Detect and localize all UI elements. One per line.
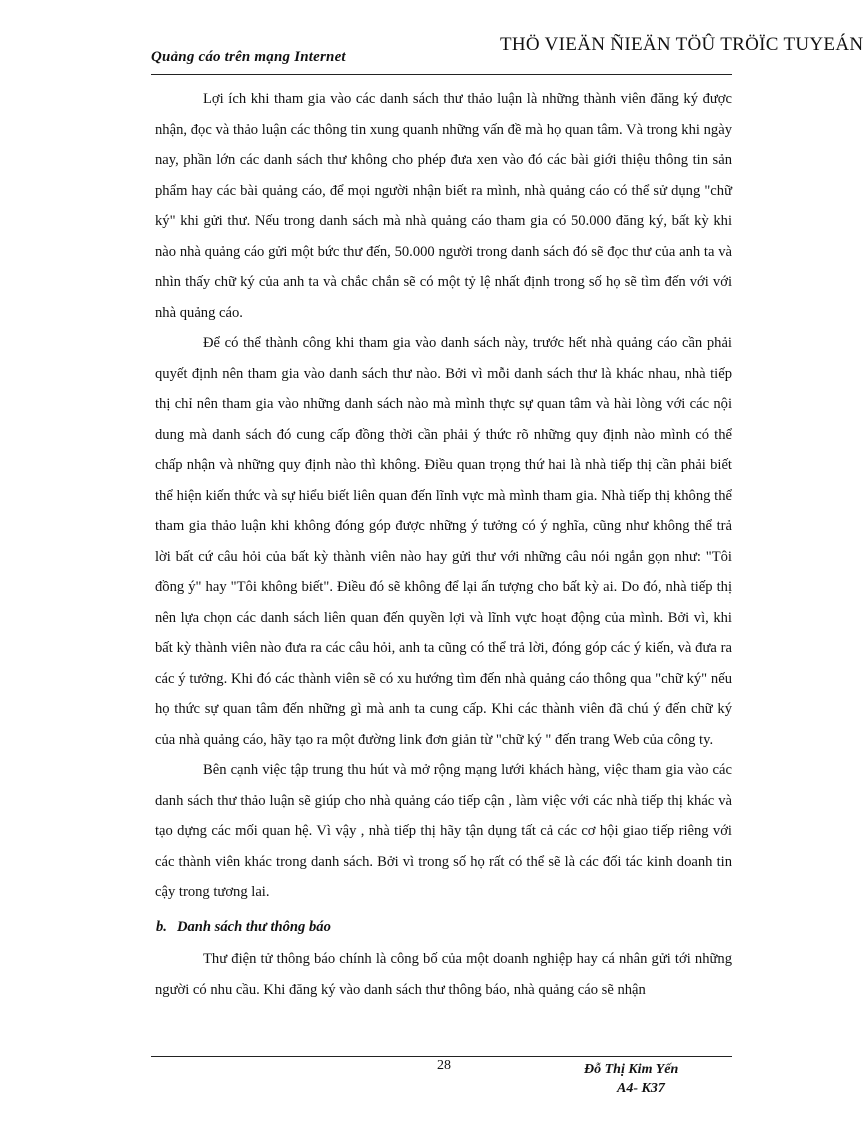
header-divider [151,74,732,75]
header-library-title: THÖ VIEÄN ÑIEÄN TÖÛ TRÖÏC TUYEÁN [500,34,863,55]
author-class: A4- K37 [617,1081,665,1096]
body-paragraph-2: Để có thể thành công khi tham gia vào danh sách này, trước hết nhà quảng cáo cần phải quyết định nên tham gia vào danh sách thư nào. Bởi vì mỗi danh sách thư là khác nhau, nhà tiếp thị chỉ nên tham gia vào những danh sách nào mà mình thực sự quan tâm và hài lòng với các nội dung mà danh sách đó cung cấp đồng thời cần phải ý thức rõ những quy định nào mình có thể chấp nhận và những quy định nào thì không. Điều quan trọng thứ hai là nhà tiếp thị cần phải biết thể hiện kiến thức và sự hiểu biết liên quan đến lĩnh vực mà mình tham gia. Nhà tiếp thị không thể tham gia thảo luận khi không đóng góp được những ý tưởng có ý nghĩa, cũng như không thể trả lời bất cứ câu hỏi của bất kỳ thành viên nào hay gửi thư với những câu nói ngắn gọn như: "Tôi đồng ý" hay "Tôi không biết". Điều đó sẽ không để lại ấn tượng cho bất kỳ ai. Do đó, nhà tiếp thị nên lựa chọn các danh sách liên quan đến quyền lợi và lĩnh vực hoạt động của mình. Bởi vì, khi bất kỳ thành viên nào đưa ra các câu hỏi, anh ta cũng có thể trả lời, đóng góp các ý kiến, và đưa ra các ý tưởng. Khi đó các thành viên sẽ có xu hướng tìm đến nhà quảng cáo thông qua "chữ ký" nếu họ thức sự quan tâm đến những gì mà anh ta cung cấp. Khi các thành viên đã chú ý đến chữ ký của nhà quảng cáo, hãy tạo ra một đường link đơn giản từ "chữ ký " đến trang Web của công ty. [155,335,732,748]
section-paragraph: Thư điện tử thông báo chính là công bố của một doanh nghiệp hay cá nhân gửi tới những người có nhu cầu. Khi đăng ký vào danh sách thư thông báo, nhà quảng cáo sẽ nhận [155,951,732,998]
footer-divider [151,1056,732,1057]
section-marker: b. [156,918,167,935]
section-title: Danh sách thư thông báo [176,918,331,935]
page-number: 28 [437,1058,451,1073]
page-body [155,84,732,1005]
section-heading [155,912,732,943]
body-paragraph-1: Lợi ích khi tham gia vào các danh sách thư thảo luận là những thành viên đăng ký được nhận, đọc và thảo luận các thông tin xung quanh những vấn đề mà họ quan tâm. Và trong khi ngày nay, phần lớn các danh sách thư không cho phép đưa xen vào đó các bài giới thiệu thông tin sản phẩm hay các bài quảng cáo, để mọi người nhận biết ra mình, nhà quảng cáo có thể sử dụng "chữ ký" khi gửi thư. Nếu trong danh sách mà nhà quảng cáo tham gia có 50.000 đăng ký, bất kỳ khi nào nhà quảng cáo gửi một bức thư đến, 50.000 người trong danh sách đó sẽ đọc thư của anh ta và nhìn thấy chữ ký của anh ta và chắc chắn sẽ có một tỷ lệ nhất định trong số họ sẽ tìm đến với với nhà quảng cáo. [155,91,732,321]
body-paragraph-3: Bên cạnh việc tập trung thu hút và mở rộng mạng lưới khách hàng, việc tham gia vào các danh sách thư thảo luận sẽ giúp cho nhà quảng cáo tiếp cận , làm việc với các nhà tiếp thị khác và tạo dựng các mối quan hệ. Vì vậy , nhà tiếp thị hãy tận dụng tất cả các cơ hội giao tiếp riêng với các thành viên khác trong danh sách. Bởi vì trong số họ rất có thể sẽ là các đối tác kinh doanh tin cậy trong tương lai. [155,762,732,900]
header-document-title: Quảng cáo trên mạng Internet [151,49,346,65]
author-name: Đỗ Thị Kim Yến [584,1062,679,1077]
